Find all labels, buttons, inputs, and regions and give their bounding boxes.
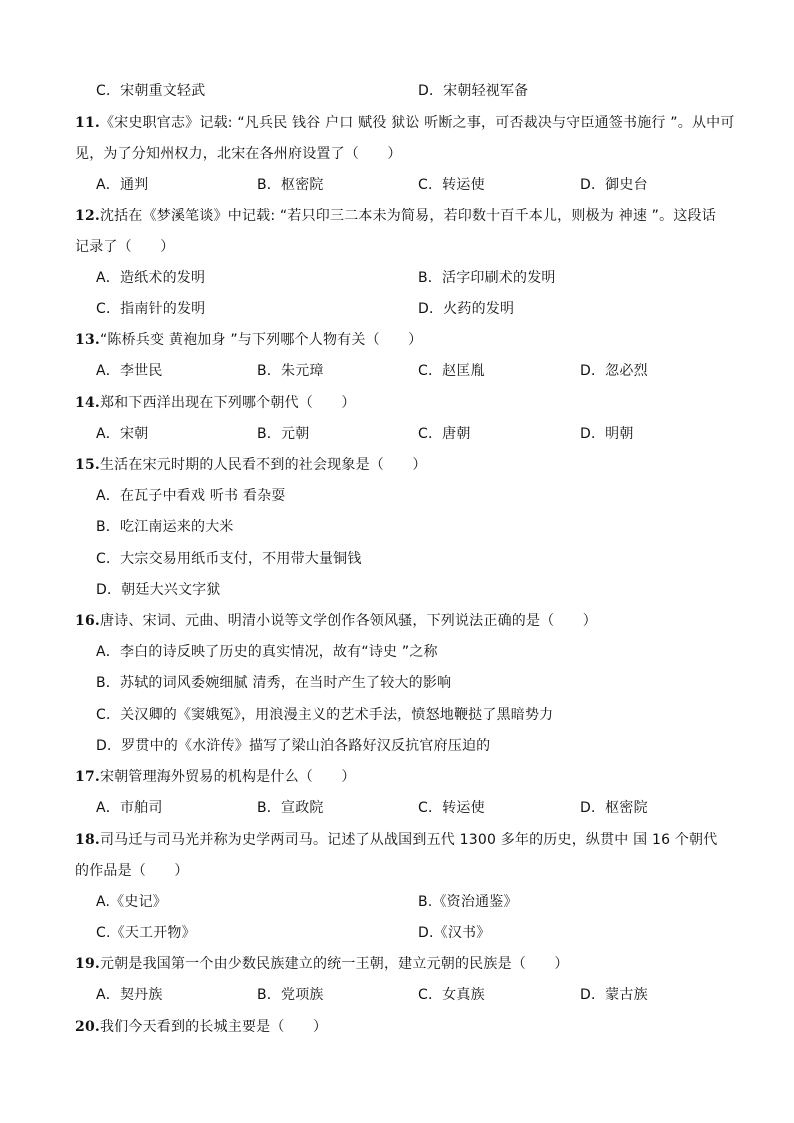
q18-stem-line2: 的作品是（ ） — [75, 863, 189, 879]
q14-option-c: C．唐朝 — [418, 426, 471, 442]
q20-stem-line1 — [75, 1017, 327, 1037]
q11-option-d: D．御史台 — [580, 177, 648, 193]
q16-option-d: D．罗贯中的《水浒传》描写了梁山泊各路好汉反抗官府压迫的 — [96, 738, 491, 754]
q12-stem-line2: 记录了（ ） — [75, 239, 175, 255]
q19-number: 19. — [75, 956, 100, 972]
q15-option-a: A．在瓦子中看戏 听书 看杂耍 — [96, 488, 286, 504]
q12-option-b: B．活字印刷术的发明 — [418, 270, 556, 286]
q14-option-b: B．元朝 — [257, 426, 310, 442]
q14-stem-line1 — [75, 393, 356, 413]
q18-stem-text1: 司马迁与司马光并称为史学两司马。记述了从战国到五代 1300 多年的历史，纵贯中 国 16 个朝代 — [99, 832, 718, 848]
q19-option-c: C．女真族 — [418, 987, 485, 1003]
q19-option-b: B．党项族 — [257, 987, 324, 1003]
q19-option-d: D．蒙古族 — [580, 987, 648, 1003]
q11-stem-line2: 见，为了分知州权力，北宋在各州府设置了（ ） — [75, 146, 402, 162]
q12-option-d: D．火药的发明 — [418, 301, 515, 317]
q13-option-b: B．朱元璋 — [257, 363, 324, 379]
q18-option-a: A.《史记》 — [96, 894, 167, 910]
q15-option-b: B．吃江南运来的大米 — [96, 519, 234, 535]
q14-option-d: D．明朝 — [580, 426, 634, 442]
q17-option-b: B．宣政院 — [257, 800, 324, 816]
q19-stem-text1: 元朝是我国第一个由少数民族建立的统一王朝，建立元朝的民族是（ ） — [99, 956, 569, 972]
q17-stem-text1: 宋朝管理海外贸易的机构是什么（ ） — [99, 769, 356, 785]
q11-stem-line1 — [75, 113, 735, 133]
q16-option-a: A．李白的诗反映了历史的真实情况，故有“诗史 ”之称 — [96, 644, 438, 660]
q14-stem-text1: 郑和下西洋出现在下列哪个朝代（ ） — [99, 395, 356, 411]
q16-stem-text1: 唐诗、宋词、元曲、明清小说等文学创作各领风骚，下列说法正确的是（ ） — [99, 613, 597, 629]
q15-number: 15. — [75, 457, 100, 473]
q14-option-a: A．宋朝 — [96, 426, 149, 442]
q18-stem-line1 — [75, 830, 717, 850]
q15-option-c: C．大宗交易用纸币支付，不用带大量铜钱 — [96, 551, 362, 567]
q19-stem-line1 — [75, 954, 569, 974]
q13-option-a: A．李世民 — [96, 363, 163, 379]
q16-option-b: B．苏轼的词风委婉细腻 清秀，在当时产生了较大的影响 — [96, 675, 452, 691]
q11-option-c: C．转运使 — [418, 177, 485, 193]
q18-number: 18. — [75, 832, 100, 848]
q10-option-c: C．宋朝重文轻武 — [96, 83, 206, 99]
q13-stem-line1 — [75, 330, 422, 350]
q11-stem-text1: 《宋史职官志》记载: “凡兵民 钱谷 户口 赋役 狱讼 听断之事，可否裁决与守臣通签书施行 ”。从中可 — [99, 115, 735, 131]
q16-option-c: C．关汉卿的《窦娥冤》，用浪漫主义的艺术手法，愤怒地鞭挞了黑暗势力 — [96, 707, 554, 723]
q17-stem-line1 — [75, 767, 356, 787]
q17-option-d: D．枢密院 — [580, 800, 648, 816]
q11-number: 11. — [75, 115, 100, 131]
q11-option-a: A．通判 — [96, 177, 149, 193]
q15-option-d: D．朝廷大兴文字狱 — [96, 582, 221, 598]
q18-option-c: C.《天工开物》 — [96, 925, 196, 941]
q16-number: 16. — [75, 613, 100, 629]
q12-number: 12. — [75, 208, 100, 224]
q15-stem-text1: 生活在宋元时期的人民看不到的社会现象是（ ） — [99, 457, 427, 473]
q15-stem-line1 — [75, 455, 427, 475]
q14-number: 14. — [75, 395, 100, 411]
q18-option-d: D.《汉书》 — [418, 925, 491, 941]
q12-stem-text1: 沈括在《梦溪笔谈》中记载: “若只印三二本未为简易，若印数十百千本儿，则极为 神速 ”。这段话 — [99, 208, 716, 224]
q13-number: 13. — [75, 332, 100, 348]
q17-option-a: A．市舶司 — [96, 800, 163, 816]
q12-option-c: C．指南针的发明 — [96, 301, 206, 317]
q17-number: 17. — [75, 769, 100, 785]
q20-number: 20. — [75, 1019, 100, 1035]
q17-option-c: C．转运使 — [418, 800, 485, 816]
q13-option-d: D．忽必烈 — [580, 363, 648, 379]
q18-option-b: B.《资治通鉴》 — [418, 894, 518, 910]
q20-stem-text1: 我们今天看到的长城主要是（ ） — [99, 1019, 328, 1035]
q13-option-c: C．赵匡胤 — [418, 363, 485, 379]
q12-option-a: A．造纸术的发明 — [96, 270, 206, 286]
q16-stem-line1 — [75, 611, 597, 631]
q12-stem-line1 — [75, 206, 716, 226]
q13-stem-text1: “陈桥兵变 黄袍加身 ”与下列哪个人物有关（ ） — [99, 332, 423, 348]
q11-option-b: B．枢密院 — [257, 177, 324, 193]
q19-option-a: A．契丹族 — [96, 987, 163, 1003]
q10-option-d: D．宋朝轻视军备 — [418, 83, 529, 99]
